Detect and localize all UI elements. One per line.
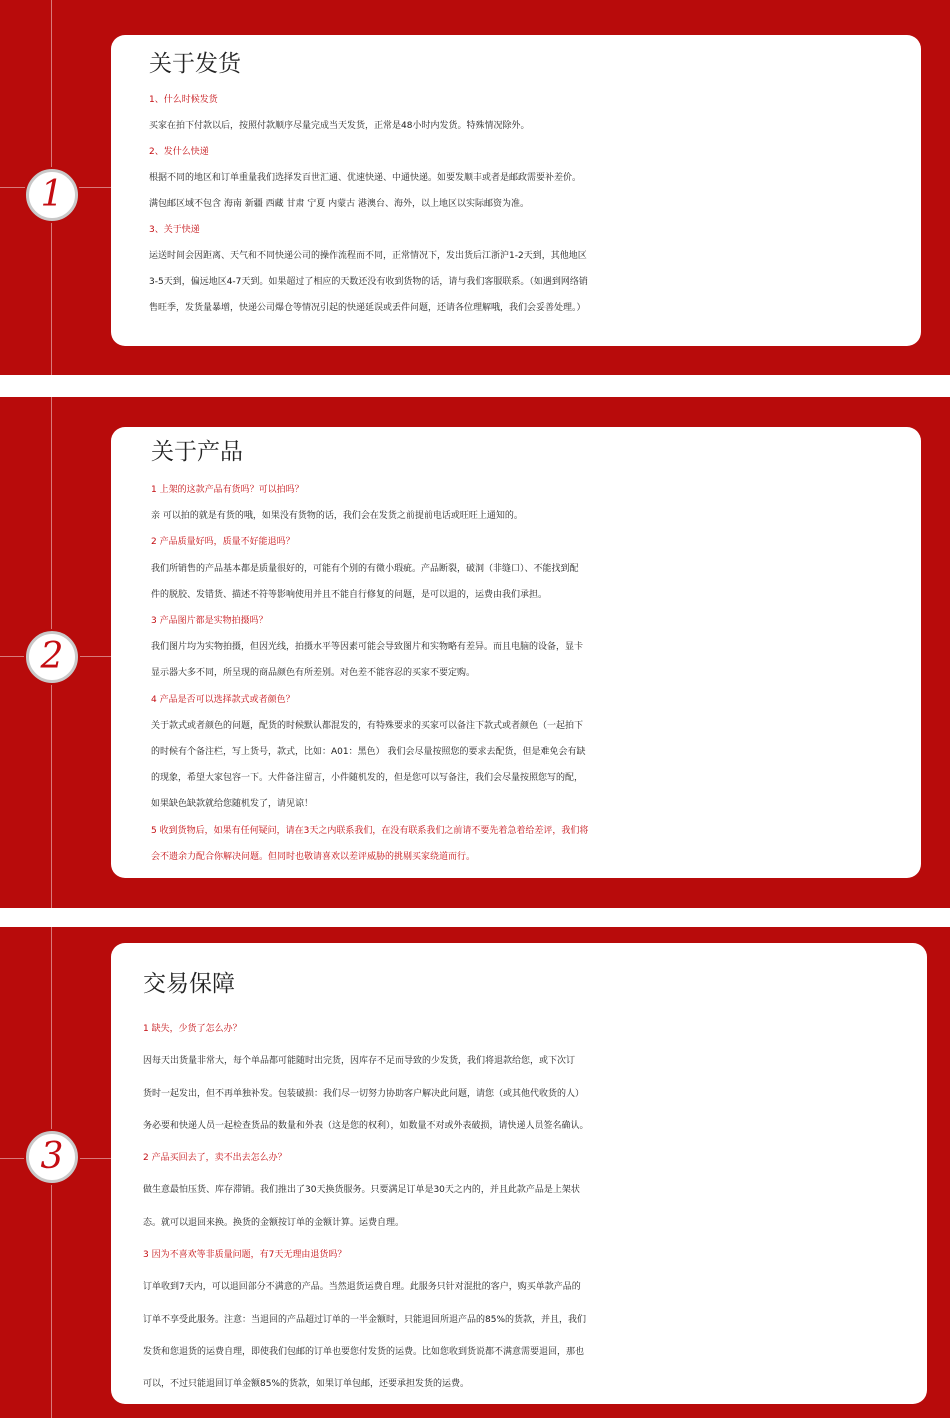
- section-1-number-badge: [26, 169, 78, 221]
- question: 1 上架的这款产品有货吗？可以拍吗？: [151, 485, 304, 495]
- question: 3 产品图片都是实物拍摄吗？: [151, 616, 268, 627]
- section-title: 交易保障: [143, 971, 235, 997]
- text-line: 因每天出货量非常大，每个单品都可能随时出完货，因库存不足而导致的少发货，我们将退款给您，或下次订: [143, 1056, 576, 1067]
- answer: [143, 1271, 927, 1400]
- text-line: 关于款式或者颜色的问题，配货的时候默认都混发的，有特殊要求的买家可以备注下款式或者颜色（一起拍下: [151, 720, 584, 731]
- question: 4 产品是否可以选择款式或者颜色？: [151, 694, 295, 705]
- question: 1、什么时候发货: [149, 95, 218, 105]
- answer: [151, 634, 921, 686]
- section-number: 2: [40, 636, 64, 677]
- text-line: 我们图片均为实物拍摄，但因光线，拍摄水平等因素可能会导致图片和实物略有差异。而且电脑的设备，显卡: [151, 642, 584, 653]
- text-line: 售旺季，发货量暴增，快递公司爆仓等情况引起的快递延误或丢件问题，还请各位理解哦，我们会妥善处理。）: [149, 303, 586, 313]
- question: 1 缺失，少货了怎么办？: [143, 1024, 242, 1034]
- answer: [149, 165, 921, 217]
- text-line: 满包邮区域不包含 海南 新疆 西藏 甘肃 宁夏 内蒙古 港澳台、海外，以上地区以实际邮资为准。: [149, 199, 530, 209]
- section-title: 关于发货: [149, 51, 241, 77]
- section-1-card: [111, 35, 921, 346]
- notice-text: [151, 818, 921, 870]
- section-number: 1: [40, 174, 64, 215]
- text-line: 订单不享受此服务。注意：当退回的产品超过订单的一半金额时，只能退回所退产品的85%的货款，并且，我们: [143, 1314, 587, 1325]
- text-line: 做生意最怕压货、库存滞销。我们推出了30天换货服务。只要满足订单是30天之内的，并且此款产品是上架状: [143, 1185, 580, 1196]
- text-line: 件的脱胶、发错货、描述不符等影响使用并且不能自行修复的问题，是可以退的，运费由我们承担。: [151, 589, 548, 600]
- answer: [151, 503, 921, 529]
- section-number: 3: [40, 1136, 64, 1177]
- answer: [151, 556, 921, 608]
- text-line: 货时一起发出，但不再单独补发。包装破损：我们尽一切努力协助客户解决此问题，请您（或其他代收货的人）: [143, 1088, 585, 1099]
- answer: [149, 243, 921, 321]
- answer: [149, 113, 921, 139]
- text-line: 会不遗余力配合你解决问题。但同时也敬请喜欢以差评威胁的挑剔买家绕道而行。: [151, 851, 476, 862]
- section-2-number-badge: [26, 631, 78, 683]
- text-line: 务必要和快递人员一起检查货品的数量和外表（这是您的权利），如数量不对或外表破损，请快递人员签名确认。: [143, 1120, 589, 1131]
- text-line: 可以，不过只能退回订单金额85%的货款，如果订单包邮，还要承担发货的运费。: [143, 1379, 470, 1390]
- section-3-card: [111, 943, 927, 1404]
- section-title: 关于产品: [151, 439, 243, 465]
- section-3-number-badge: [26, 1131, 78, 1183]
- question: 2、发什么快递: [149, 147, 209, 157]
- text-line: 如果缺色缺款就给您随机发了，请见谅！: [151, 799, 314, 810]
- text-line: 态。就可以退回来换。换货的金额按订单的金额计算。运费自理。: [143, 1217, 405, 1228]
- text-line: 我们所销售的产品基本都是质量很好的，可能有个别的有微小瑕疵。产品断裂，破洞（非缝口）、不能找到配: [151, 563, 579, 574]
- text-line: 订单收到7天内，可以退回部分不满意的产品。当然退货运费自理。此服务只针对混批的客户，购买单款产品的: [143, 1282, 581, 1293]
- answer: [143, 1174, 927, 1239]
- text-line: 发货和您退货的运费自理，即使我们包邮的订单也要您付发货的运费。比如您收到货说都不满意需要退回，那也: [143, 1346, 585, 1357]
- text-line: 运送时间会因距离、天气和不同快递公司的操作流程而不同，正常情况下，发出货后江浙沪1-2天到，其他地区: [149, 251, 587, 261]
- question: 3 因为不喜欢等非质量问题，有7天无理由退货吗？: [143, 1250, 347, 1261]
- text-line: 3-5天到，偏远地区4-7天到。如果超过了相应的天数还没有收到货物的话，请与我们客服联系。（如遇到网络销: [149, 277, 588, 287]
- text-line: 根据不同的地区和订单重量我们选择发百世汇通、优速快递、中通快递。如要发顺丰或者是邮政需要补差价。: [149, 173, 582, 183]
- text-line: 5 收到货物后，如果有任何疑问，请在3天之内联系我们，在没有联系我们之前请不要先着急着给差评，我们将: [151, 825, 589, 836]
- question: 2 产品质量好吗，质量不好能退吗？: [151, 537, 295, 548]
- question: 2 产品买回去了，卖不出去怎么办？: [143, 1153, 287, 1164]
- text-line: 显示器大多不同，所呈现的商品颜色有所差别。对色差不能容忍的买家不要定购。: [151, 668, 476, 679]
- answer: [143, 1045, 927, 1142]
- question: 3、关于快递: [149, 225, 200, 235]
- text-line: 的现象，希望大家包容一下。大件备注留言，小件随机发的，但是您可以写备注，我们会尽量按照您写的配，: [151, 773, 584, 784]
- section-2-card: [111, 427, 921, 878]
- text-line: 买家在拍下付款以后，按照付款顺序尽量完成当天发货，正常是48小时内发货。特殊情况除外。: [149, 121, 530, 131]
- text-line: 亲 可以拍的就是有货的哦，如果没有货物的话，我们会在发货之前提前电话或旺旺上通知的。: [151, 511, 523, 522]
- answer: [151, 713, 921, 818]
- text-line: 的时候有个备注栏，写上货号，款式，比如：A01：黑色） 我们会尽量按照您的要求去配货，但是难免会有缺: [151, 747, 586, 758]
